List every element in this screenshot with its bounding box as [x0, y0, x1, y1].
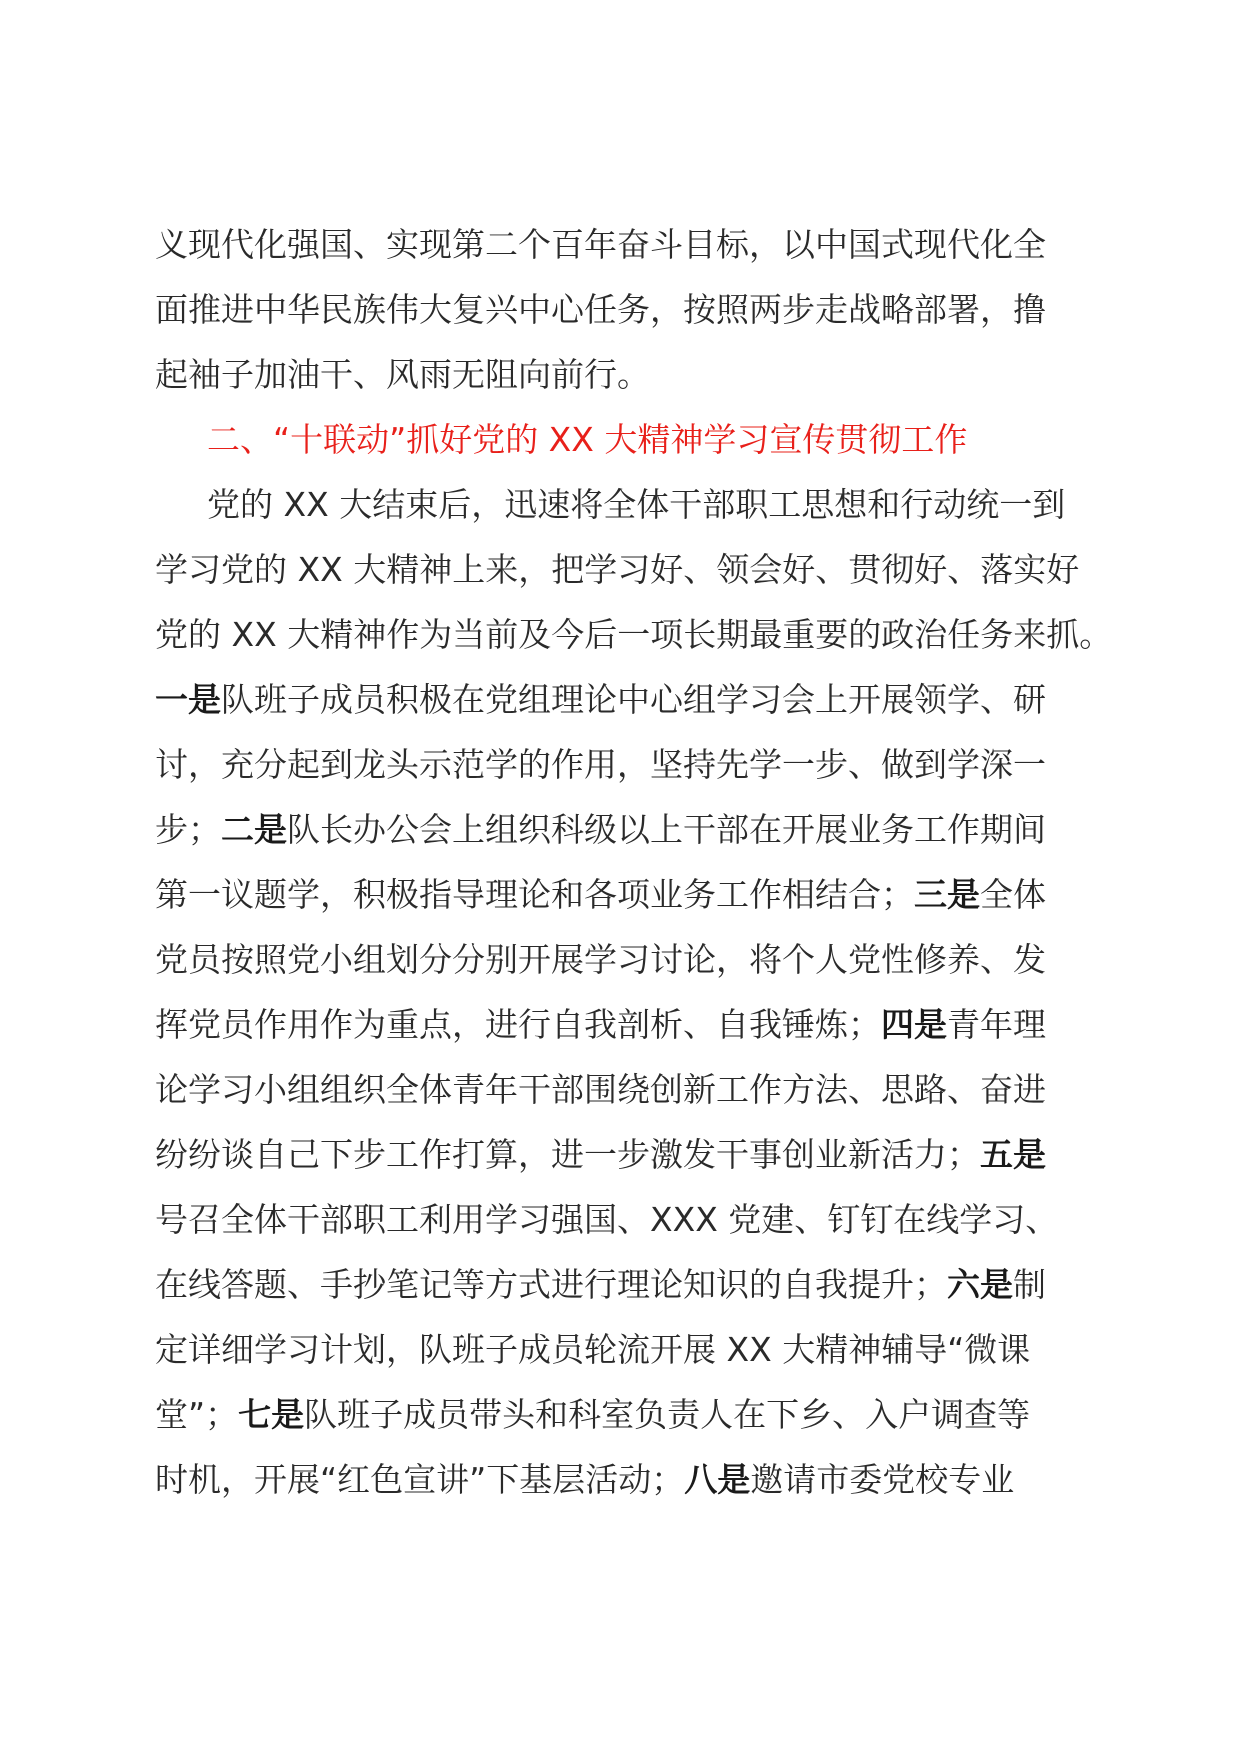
text-line-15 [155, 1122, 1060, 1187]
text-run: 队班子成员带头和科室负责人在下乡、入户调查等 [304, 1395, 1031, 1434]
text-line-7 [155, 602, 1113, 667]
text-line-9 [155, 732, 1060, 797]
text-line-18 [155, 1317, 1060, 1382]
text-run: 纷纷谈自己下步工作打算，进一步激发干事创业新活力； [155, 1135, 980, 1174]
text-line-1 [155, 212, 1060, 277]
bold-keyword: 二是 [221, 810, 287, 849]
text-line-11 [155, 862, 1060, 927]
text-line-20 [155, 1447, 1060, 1512]
text-line-16 [155, 1187, 1060, 1252]
text-run: 第一议题学，积极指导理论和各项业务工作相结合； [155, 875, 914, 914]
text-run: 讨，充分起到龙头示范学的作用，坚持先学一步、做到学深一 [155, 745, 1046, 784]
text-run: 党的 XX 大精神作为当前及今后一项长期最重要的政治任务来抓。 [155, 615, 1113, 654]
text-line-17 [155, 1252, 1060, 1317]
text-run: 队班子成员积极在党组理论中心组学习会上开展领学、研 [221, 680, 1046, 719]
text-line-19 [155, 1382, 1060, 1447]
bold-keyword: 八是 [684, 1460, 751, 1499]
body-text [155, 212, 1113, 1512]
text-run: 青年理 [947, 1005, 1046, 1044]
text-line-3 [155, 342, 1060, 407]
text-run: 学习党的 XX 大精神上来，把学习好、领会好、贯彻好、落实好 [155, 550, 1080, 589]
text-run: 党的 XX 大结束后，迅速将全体干部职工思想和行动统一到 [207, 485, 1066, 524]
bold-keyword: 一是 [155, 680, 221, 719]
text-line-13 [155, 992, 1060, 1057]
text-line-8 [155, 667, 1060, 732]
bold-keyword: 五是 [980, 1135, 1046, 1174]
text-run: 全体 [980, 875, 1046, 914]
section-heading [155, 407, 1060, 472]
text-run: 党员按照党小组划分分别开展学习讨论，将个人党性修养、发 [155, 940, 1046, 979]
paragraph-first-line [155, 472, 1066, 537]
text-run: 挥党员作用作为重点，进行自我剖析、自我锤炼； [155, 1005, 881, 1044]
text-run: 制 [1013, 1265, 1046, 1304]
text-line-2 [155, 277, 1060, 342]
bold-keyword: 四是 [881, 1005, 947, 1044]
text-run: 在线答题、手抄笔记等方式进行理论知识的自我提升； [155, 1265, 947, 1304]
text-line-12 [155, 927, 1060, 992]
text-run: 定详细学习计划，队班子成员轮流开展 XX 大精神辅导“微课 [155, 1330, 1031, 1369]
bold-keyword: 三是 [914, 875, 980, 914]
bold-keyword: 六是 [947, 1265, 1013, 1304]
text-run: 堂”； [155, 1395, 239, 1434]
text-run: 起袖子加油干、风雨无阻向前行。 [155, 355, 650, 394]
text-run: 号召全体干部职工利用学习强国、XXX 党建、钉钉在线学习、 [155, 1200, 1059, 1239]
text-line-14 [155, 1057, 1060, 1122]
text-run: 步； [155, 810, 221, 849]
text-run: 队长办公会上组织科级以上干部在开展业务工作期间 [287, 810, 1046, 849]
bold-keyword: 七是 [238, 1395, 305, 1434]
text-line-10 [155, 797, 1060, 862]
section-heading-text: 二、“十联动”抓好党的 XX 大精神学习宣传贯彻工作 [207, 420, 968, 459]
text-line-6 [155, 537, 1080, 602]
text-run: 论学习小组组织全体青年干部围绕创新工作方法、思路、奋进 [155, 1070, 1046, 1109]
text-run: 面推进中华民族伟大复兴中心任务，按照两步走战略部署，撸 [155, 290, 1046, 329]
text-run: 时机，开展“红色宣讲”下基层活动； [155, 1460, 685, 1499]
text-run: 义现代化强国、实现第二个百年奋斗目标，以中国式现代化全 [155, 225, 1046, 264]
text-run: 邀请市委党校专业 [750, 1460, 1015, 1499]
